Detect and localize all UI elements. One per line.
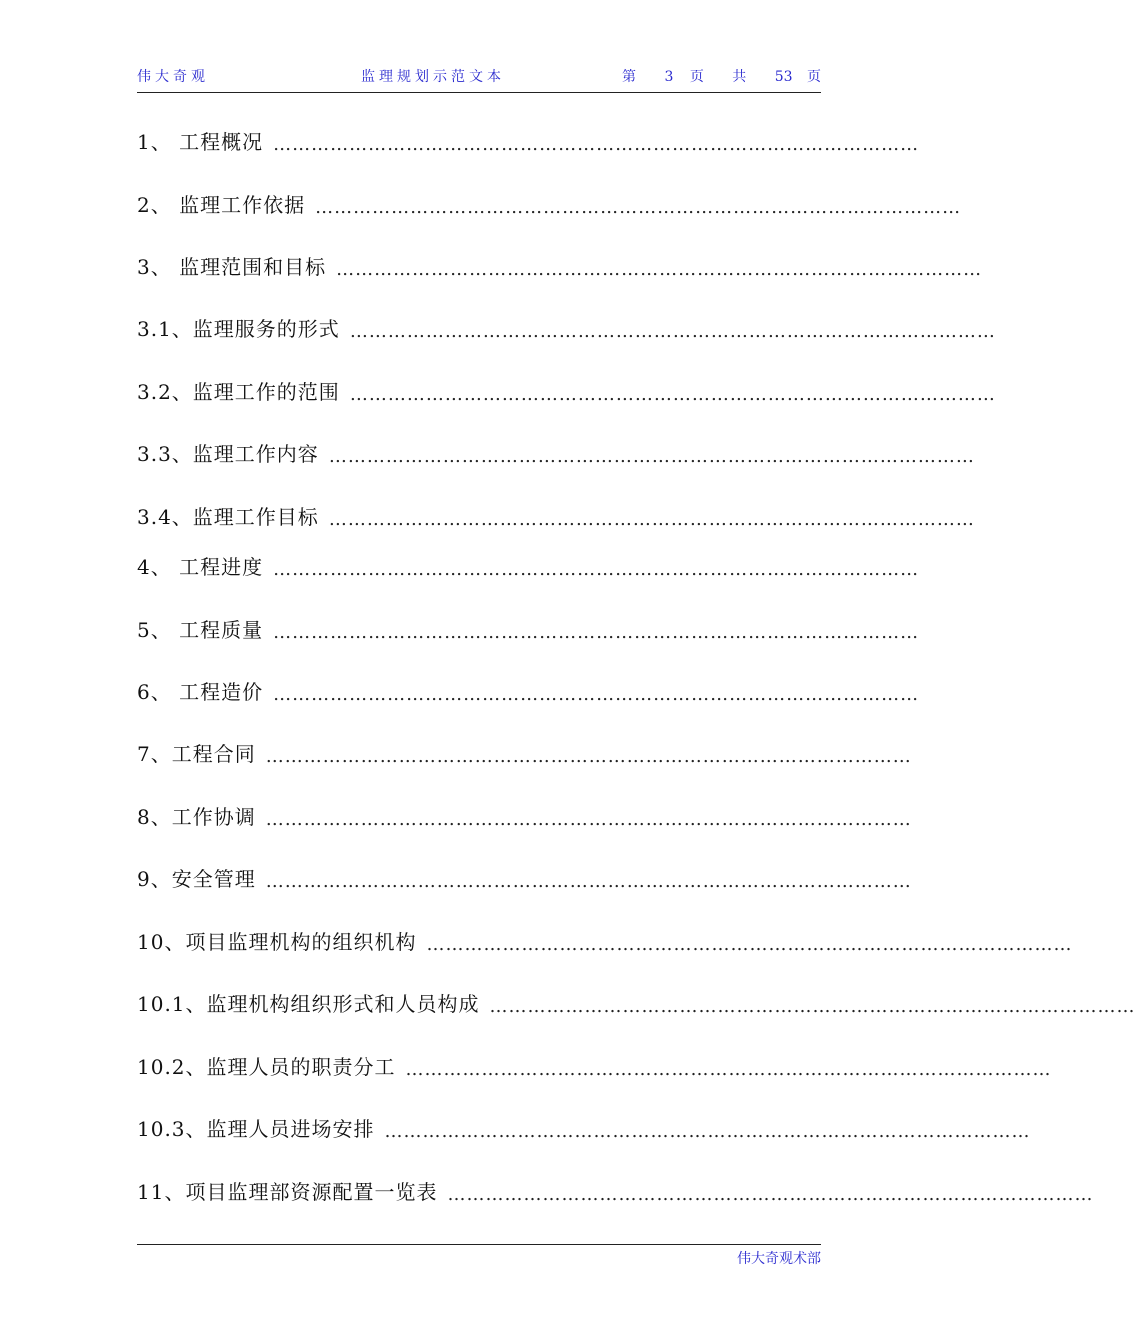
toc-entry-label: 10.2、监理人员的职责分工 xyxy=(137,1055,396,1079)
toc-entry-label: 9、安全管理 xyxy=(137,867,256,891)
toc-entry-6[interactable] xyxy=(137,675,920,705)
toc-entry-label: 11、项目监理部资源配置一览表 xyxy=(137,1180,438,1204)
toc-entry-1[interactable] xyxy=(137,125,920,155)
toc-entry-label: 10、项目监理机构的组织机构 xyxy=(137,930,417,954)
toc-leader-dots: ………………………………………………………………………………………… xyxy=(349,384,996,405)
toc-entry-3-1[interactable] xyxy=(137,312,996,342)
header-document-title: 监理规划示范文本 xyxy=(361,69,505,85)
toc-leader-dots: ………………………………………………………………………………………… xyxy=(273,134,920,155)
toc-leader-dots: ………………………………………………………………………………………… xyxy=(426,934,1073,955)
toc-leader-dots: ………………………………………………………………………………………… xyxy=(265,746,912,767)
header-page-number xyxy=(622,66,821,86)
page-prefix: 第 xyxy=(621,69,636,85)
toc-entry-label: 3.1、监理服务的形式 xyxy=(137,317,340,341)
toc-entry-8[interactable] xyxy=(137,800,912,830)
toc-leader-dots: ………………………………………………………………………………………… xyxy=(273,622,920,643)
toc-entry-3-3[interactable] xyxy=(137,437,975,467)
toc-entry-11[interactable] xyxy=(137,1175,1094,1205)
toc-entry-label: 5、 工程质量 xyxy=(137,618,264,642)
toc-leader-dots: ………………………………………………………………………………………… xyxy=(405,1059,1052,1080)
toc-entry-3-2[interactable] xyxy=(137,375,996,405)
toc-entry-3-4[interactable] xyxy=(137,500,975,530)
toc-entry-5[interactable] xyxy=(137,613,920,643)
toc-entry-3[interactable] xyxy=(137,250,983,280)
toc-leader-dots: ………………………………………………………………………………………… xyxy=(328,509,975,530)
toc-leader-dots: ………………………………………………………………………………………… xyxy=(349,321,996,342)
header-left-title: 伟大奇观 xyxy=(137,69,209,85)
toc-entry-10-3[interactable] xyxy=(137,1112,1031,1142)
toc-leader-dots: ………………………………………………………………………………………… xyxy=(328,446,975,467)
page-footer: 伟大奇观术部 xyxy=(737,1251,821,1267)
toc-leader-dots: ………………………………………………………………………………………… xyxy=(384,1121,1031,1142)
toc-entry-label: 10.1、监理机构组织形式和人员构成 xyxy=(137,992,480,1016)
toc-entry-2[interactable] xyxy=(137,188,962,218)
page-total-prefix: 共 xyxy=(732,69,747,85)
toc-leader-dots: ………………………………………………………………………………………… xyxy=(489,996,1136,1017)
toc-entry-label: 6、 工程造价 xyxy=(137,680,264,704)
toc-entry-label: 4、 工程进度 xyxy=(137,555,264,579)
toc-entry-4[interactable] xyxy=(137,550,920,580)
toc-entry-label: 10.3、监理人员进场安排 xyxy=(137,1117,375,1141)
page-total: 53 xyxy=(774,69,793,85)
toc-entry-label: 1、 工程概况 xyxy=(137,130,264,154)
page-current: 3 xyxy=(664,69,674,85)
toc-entry-label: 3.4、监理工作目标 xyxy=(137,505,319,529)
page-mid: 页 xyxy=(689,69,704,85)
toc-entry-7[interactable] xyxy=(137,737,912,767)
toc-entry-10-2[interactable] xyxy=(137,1050,1052,1080)
toc-leader-dots: ………………………………………………………………………………………… xyxy=(315,197,962,218)
toc-entry-label: 7、工程合同 xyxy=(137,742,256,766)
page-suffix: 页 xyxy=(807,69,821,85)
page-header xyxy=(137,66,821,88)
toc-leader-dots: ………………………………………………………………………………………… xyxy=(336,259,983,280)
toc-leader-dots: ………………………………………………………………………………………… xyxy=(273,684,920,705)
toc-entry-label: 2、 监理工作依据 xyxy=(137,193,306,217)
header-rule xyxy=(137,92,821,93)
toc-entry-label: 8、工作协调 xyxy=(137,805,256,829)
toc-leader-dots: ………………………………………………………………………………………… xyxy=(273,559,920,580)
toc-entry-10[interactable] xyxy=(137,925,1073,955)
toc-entry-10-1[interactable] xyxy=(137,987,1136,1017)
toc-entry-label: 3.2、监理工作的范围 xyxy=(137,380,340,404)
toc-entry-9[interactable] xyxy=(137,862,912,892)
toc-entry-label: 3.3、监理工作内容 xyxy=(137,442,319,466)
toc-leader-dots: ………………………………………………………………………………………… xyxy=(447,1184,1094,1205)
toc-entry-label: 3、 监理范围和目标 xyxy=(137,255,327,279)
toc-leader-dots: ………………………………………………………………………………………… xyxy=(265,809,912,830)
footer-rule xyxy=(137,1244,821,1245)
toc-leader-dots: ………………………………………………………………………………………… xyxy=(265,871,912,892)
